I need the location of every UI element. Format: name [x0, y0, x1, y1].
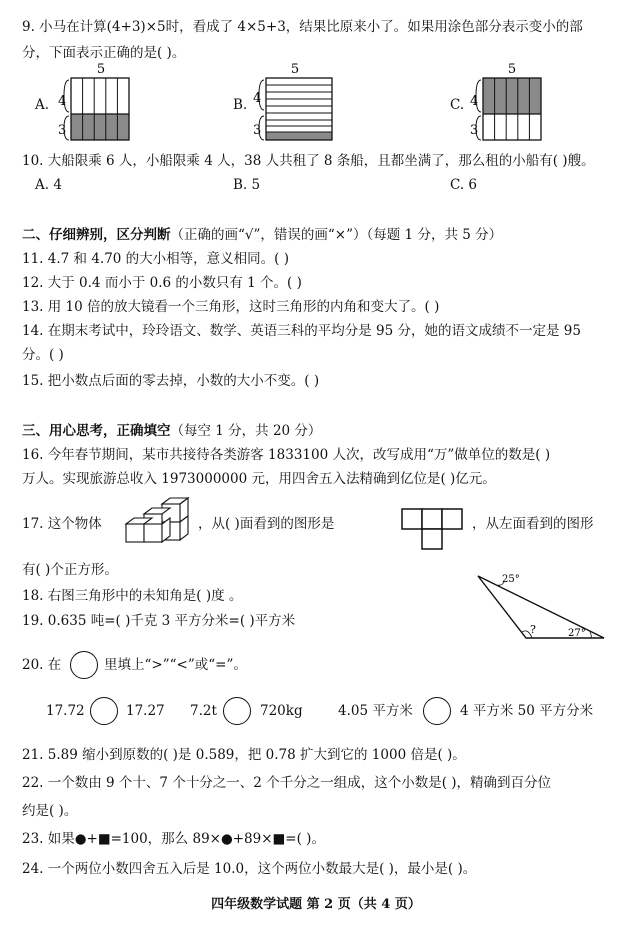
q9-option-c-figure	[468, 62, 548, 144]
page-footer: 四年级数学试题 第 2 页（共 4 页）	[211, 897, 421, 912]
q23: 23. 如果●+■=100，那么 89×●+89×■=( )。	[22, 831, 325, 847]
q13: 13. 用 10 倍的放大镜看一个三角形，这时三角形的内角和变大了。( )	[22, 299, 440, 315]
q20-pair3-right: 4 平方米 50 平方分米	[460, 703, 594, 719]
q12: 12. 大于 0.4 而小于 0.6 的小数只有 1 个。( )	[22, 275, 302, 291]
q14-line2: 分。( )	[22, 347, 64, 363]
q22-line1: 22. 一个数由 9 个十、7 个十分之一、2 个千分之一组成，这个小数是( )，精确到百分位	[22, 775, 552, 791]
q20-head: 20. 在	[22, 657, 62, 673]
q18-triangle-figure	[474, 570, 608, 644]
q18: 18. 右图三角形中的未知角是( )度 。	[22, 588, 243, 604]
q20-pair2-right: 720kg	[260, 703, 303, 719]
section2-instruction: （正确的画“√”，错误的画“×”）（每题 1 分，共 5 分）	[170, 227, 503, 243]
q9-option-b-label: B.	[233, 97, 248, 113]
q20-pair1-right: 17.27	[126, 703, 165, 719]
q20-pair1-left: 17.72	[46, 703, 85, 719]
q9-option-b-figure	[251, 62, 337, 144]
q21: 21. 5.89 缩小到原数的( )是 0.589，把 0.78 扩大到它的 1000 倍是( )。	[22, 747, 466, 763]
q22-line2: 约是( )。	[22, 803, 78, 819]
q9-b-left-bottom: 3	[253, 123, 262, 138]
q10-option-a: A. 4	[35, 177, 62, 193]
q20-pair3-circle[interactable]	[423, 697, 451, 725]
q20-tail: 里填上“>”“<”或“=”。	[104, 657, 247, 673]
q9-line2: 分，下面表示正确的是( )。	[22, 45, 186, 61]
q9-option-a-label: A.	[35, 97, 50, 113]
q16-line1: 16. 今年春节期间，某市共接待各类游客 1833100 人次，改写成用“万”做单位的数是( )	[22, 447, 551, 463]
section3-heading	[22, 422, 321, 440]
q14-line1: 14. 在期末考试中，玲玲语文、数学、英语三科的平均分是 95 分，她的语文成绩不一定是 95	[22, 323, 581, 339]
q18-angle-unknown: ?	[530, 623, 536, 636]
q9-c-top-num: 5	[507, 62, 517, 77]
q17-part-c: ，从左面看到的图形	[472, 516, 594, 532]
q9-c-left-bottom: 3	[470, 123, 479, 138]
q9-a-top-num: 5	[96, 62, 106, 77]
q10-option-b: B. 5	[233, 177, 261, 193]
section3-title: 三、用心思考，正确填空	[22, 423, 171, 439]
q18-angle-top: 25°	[502, 574, 520, 585]
q17-part-a: 17. 这个物体	[22, 516, 102, 532]
q19: 19. 0.635 吨=( )千克 3 平方分米=( )平方米	[22, 613, 296, 629]
q9-b-left-top: 4	[253, 91, 262, 106]
q11: 11. 4.7 和 4.70 的大小相等，意义相同。( )	[22, 251, 289, 267]
q15: 15. 把小数点后面的零去掉，小数的大小不变。( )	[22, 373, 320, 389]
q20-pair3-left: 4.05 平方米	[338, 703, 413, 719]
q9-line1: 9. 小马在计算(4+3)×5时，看成了 4×5+3，结果比原来小了。如果用涂色部分表示变小的部	[22, 19, 583, 35]
q20-sample-circle	[70, 651, 98, 679]
q9-a-left-top: 4	[58, 94, 67, 109]
q18-angle-bottom-right: 27°	[568, 628, 586, 639]
q24: 24. 一个两位小数四舍五入后是 10.0，这个两位小数最大是( )，最小是( )。	[22, 861, 477, 877]
q20-pair2-circle[interactable]	[223, 697, 251, 725]
section2-title: 二、仔细辨别，区分判断	[22, 227, 171, 243]
q17-part-b: ，从( )面看到的图形是	[198, 516, 335, 532]
q20-pair2-left: 7.2t	[190, 703, 217, 719]
section2-heading	[22, 226, 502, 244]
q9-b-top-num: 5	[290, 62, 300, 77]
q17-line2: 有( )个正方形。	[22, 562, 118, 578]
q10-option-c: C. 6	[450, 177, 478, 193]
q20-pair1-circle[interactable]	[90, 697, 118, 725]
q10-line1: 10. 大船限乘 6 人，小船限乘 4 人，38 人共租了 8 条船，且都坐满了，那么租的小船有( )艘。	[22, 153, 595, 169]
section3-instruction: （每空 1 分，共 20 分）	[170, 423, 322, 439]
q9-c-left-top: 4	[470, 94, 479, 109]
q17-cubes-figure	[118, 494, 198, 550]
q9-a-left-bottom: 3	[58, 123, 67, 138]
q9-option-a-figure	[55, 62, 135, 144]
q9-option-c-label: C.	[450, 97, 465, 113]
q17-view-figure	[400, 507, 464, 551]
q16-line2: 万人。实现旅游总收入 1973000000 元，用四舍五入法精确到亿位是( )亿元。	[22, 471, 496, 487]
